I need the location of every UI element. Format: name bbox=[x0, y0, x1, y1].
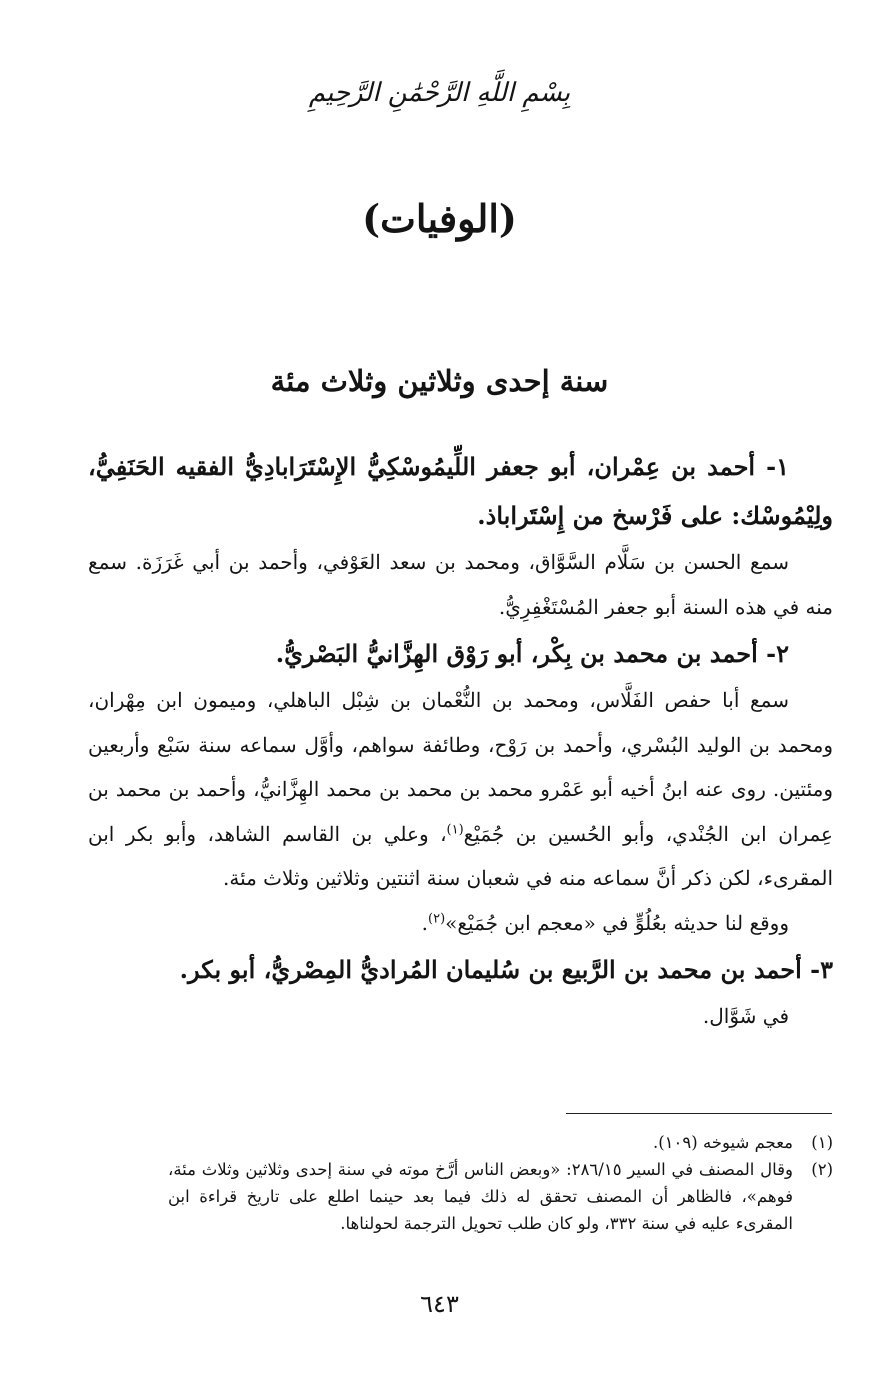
entry-paragraph-3 bbox=[88, 901, 833, 946]
page-number: ٦٤٣ bbox=[420, 1290, 459, 1318]
entry-paragraph-2 bbox=[88, 678, 833, 901]
section-title: (الوفيات) bbox=[362, 196, 517, 241]
entry-paragraph-2-text: سمع أبا حفص الفَلَّاس، ومحمد بن النُّعْمان بن شِبْل الباهلي، وميمون ابن مِهْران، ومحمد بن الوليد البُسْري، وأحمد بن رَوْح، وطائفة سواهم، وأوَّل سماعه سنة سَبْع وأربعين ومئتين. روى عنه ابنُ أخيه أبو عَمْرو محمد بن محمد بن محمد الهِزَّانيُّ، وأحمد بن محمد بن عِمران ابن الجُنْدي، وأبو الحُسين بن جُمَيْع bbox=[88, 688, 833, 846]
entry-paragraph-2-cont: ، وعلي بن القاسم الشاهد، وأبو بكر ابن المقرىء، لكن ذكر أنَّ سماعه منه في شعبان سنة اثنتين وثلاثين وثلاث مئة. bbox=[88, 821, 833, 890]
entry-heading-3: ٣- أحمد بن محمد بن الرَّبيع بن سُليمان المُراديُّ المِصْريُّ، أبو بكر. bbox=[179, 955, 833, 984]
entry-heading-1: ١- أحمد بن عِمْران، أبو جعفر اللِّيمُوسْكِيُّ الإِسْتَرَابادِيُّ الفقيه الحَنَفِيُّ، ولِيْمُوسْك: على فَرْسخ من إِسْتَراباذ. bbox=[88, 452, 833, 530]
entry-paragraph-1: سمع الحسن بن سَلَّام السَّوَّاق، ومحمد بن سعد العَوْفي، وأحمد بن أبي غَرَزَة. سمع منه في هذه السنة أبو جعفر المُسْتَغْفِرِيُّ. bbox=[88, 550, 833, 619]
entry-paragraph-3-end: . bbox=[421, 910, 429, 935]
footnote-2 bbox=[168, 1156, 833, 1237]
footnote-number: (٢) bbox=[811, 1160, 833, 1179]
footnote-1 bbox=[168, 1129, 833, 1156]
entry-paragraph-4: في شَوَّال. bbox=[702, 1004, 789, 1028]
basmala-header: بِسْمِ اللَّهِ الرَّحْمَٰنِ الرَّحِيمِ bbox=[308, 78, 571, 108]
footnote-text: معجم شيوخه (١٠٩). bbox=[652, 1133, 793, 1152]
year-heading: سنة إحدى وثلاثين وثلاث مئة bbox=[270, 364, 609, 398]
footnotes bbox=[168, 1129, 833, 1237]
entry-heading-2: ٢- أحمد بن محمد بن بِكْر، أبو رَوْق الهِزَّانيُّ البَصْريُّ. bbox=[275, 639, 789, 668]
footnote-text: وقال المصنف في السير ٢٨٦/١٥: «وبعض الناس أرَّخ موته في سنة إحدى وثلاثين وثلاث مئة، فوهم»، فالظاهر أن المصنف تحقق له ذلك فيما بعد حينما اطلع على تاريخ قراءة ابن المقرىء عليه في سنة ٣٣٢، ولو كان طلب تحويل الترجمة لحولناها. bbox=[168, 1160, 793, 1233]
footnote-divider bbox=[566, 1113, 832, 1114]
footnote-ref-2[interactable]: (٢) bbox=[428, 910, 446, 926]
footnote-number: (١) bbox=[811, 1133, 833, 1152]
main-text bbox=[88, 442, 833, 1039]
footnote-ref-1[interactable]: (١) bbox=[446, 821, 464, 837]
entry-paragraph-3-text: ووقع لنا حديثه بعُلُوٍّ في «معجم ابن جُمَيْع» bbox=[445, 910, 789, 935]
